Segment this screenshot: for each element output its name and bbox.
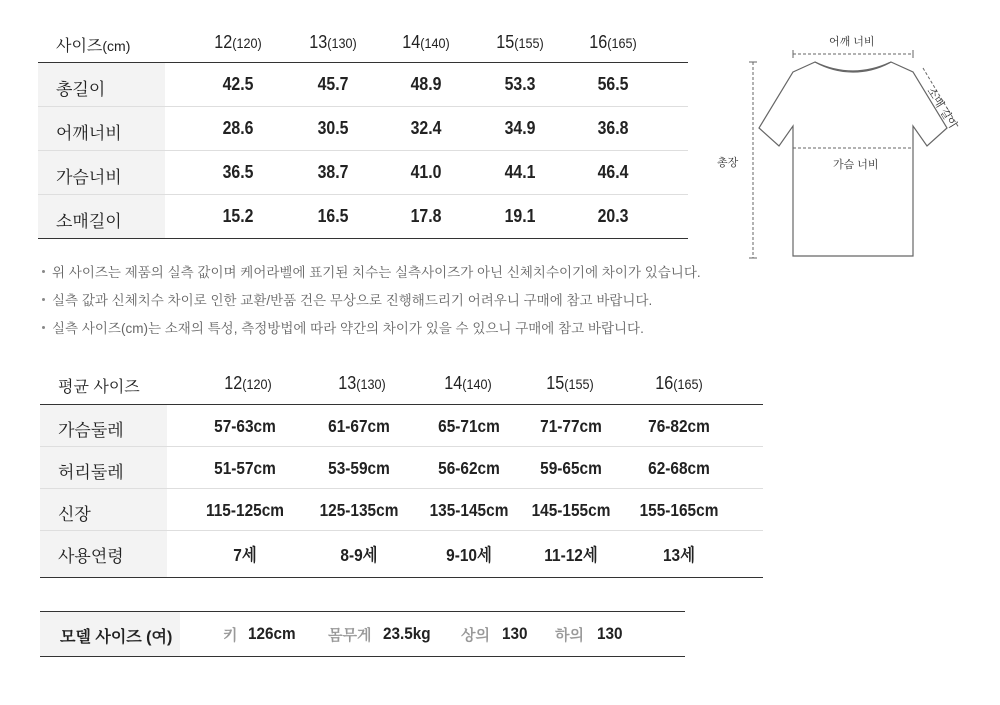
model-height-value: 126cm bbox=[248, 624, 296, 643]
table-cell: 155-165cm bbox=[639, 500, 719, 520]
column-size-16: 16(165) bbox=[655, 373, 703, 393]
shoulder-width-label: 어깨 너비 bbox=[829, 36, 875, 48]
table-cell: 30.5 bbox=[317, 118, 349, 138]
bullet-icon bbox=[42, 326, 45, 329]
row-label: 어깨너비 bbox=[38, 107, 165, 150]
table-cell: 28.6 bbox=[222, 118, 254, 138]
measured-header-label bbox=[56, 33, 130, 56]
table-cell: 125-135cm bbox=[319, 500, 399, 520]
sleeve-length-label: 소매 길이 bbox=[924, 85, 959, 131]
model-bottom-key: 하의 bbox=[555, 627, 584, 644]
table-cell: 20.3 bbox=[597, 206, 629, 226]
column-size-12: 12(120) bbox=[224, 373, 272, 393]
table-cell: 9-10세 bbox=[446, 545, 492, 565]
table-cell: 135-145cm bbox=[429, 500, 509, 520]
table-cell: 57-63cm bbox=[214, 416, 276, 436]
table-row bbox=[40, 447, 763, 489]
model-top-value: 130 bbox=[502, 624, 528, 643]
table-row bbox=[38, 63, 688, 107]
bullet-icon bbox=[42, 298, 45, 301]
row-label: 사용연령 bbox=[40, 531, 167, 577]
note-item: 실측 값과 신체치수 차이로 인한 교환/반품 건은 무상으로 진행해드리기 어려우니 구매에 참고 바랍니다. bbox=[40, 290, 701, 318]
table-cell: 62-68cm bbox=[648, 458, 710, 478]
bullet-icon bbox=[42, 270, 45, 273]
table-cell: 115-125cm bbox=[206, 500, 284, 520]
row-label: 신장 bbox=[40, 489, 167, 530]
column-size-14: 14(140) bbox=[444, 373, 492, 393]
table-cell: 145-155cm bbox=[531, 500, 611, 520]
model-height-key: 키 bbox=[223, 627, 238, 644]
table-cell: 36.8 bbox=[597, 118, 629, 138]
table-cell: 61-67cm bbox=[328, 416, 390, 436]
table-row bbox=[38, 195, 688, 239]
note-item: 위 사이즈는 제품의 실측 값이며 케어라벨에 표기된 치수는 실측사이즈가 아닌 신체치수이기에 차이가 있습니다. bbox=[40, 262, 701, 290]
model-weight-key: 몸무게 bbox=[328, 627, 372, 644]
table-cell: 56.5 bbox=[597, 74, 629, 94]
table-cell: 65-71cm bbox=[438, 416, 500, 436]
table-cell: 17.8 bbox=[410, 206, 442, 226]
note-item: 실측 사이즈(cm)는 소재의 특성, 측정방법에 따라 약간의 차이가 있을 수 있으니 구매에 참고 바랍니다. bbox=[40, 318, 701, 346]
measured-size-table bbox=[38, 20, 688, 239]
table-row bbox=[38, 107, 688, 151]
table-cell: 41.0 bbox=[410, 162, 442, 182]
average-header-label: 평균 사이즈 bbox=[58, 379, 140, 396]
measured-header-text: 사이즈 bbox=[56, 38, 103, 55]
table-cell: 34.9 bbox=[504, 118, 536, 138]
table-cell: 56-62cm bbox=[438, 458, 500, 478]
table-cell: 7세 bbox=[233, 545, 257, 565]
model-top-key: 상의 bbox=[461, 627, 490, 644]
table-cell: 51-57cm bbox=[214, 458, 276, 478]
tshirt-outline-icon bbox=[715, 28, 985, 268]
table-cell: 11-12세 bbox=[544, 545, 598, 565]
table-cell: 71-77cm bbox=[540, 416, 602, 436]
table-cell: 32.4 bbox=[410, 118, 442, 138]
model-size-label: 모델 사이즈 (여) bbox=[40, 612, 180, 656]
column-size-14: 14(140) bbox=[402, 32, 450, 52]
column-size-13: 13(130) bbox=[338, 373, 386, 393]
size-notes bbox=[40, 262, 701, 346]
table-cell: 53.3 bbox=[504, 74, 536, 94]
table-row bbox=[40, 405, 763, 447]
table-cell: 59-65cm bbox=[540, 458, 602, 478]
table-cell: 53-59cm bbox=[328, 458, 390, 478]
row-label: 가슴둘레 bbox=[40, 405, 167, 446]
table-cell: 38.7 bbox=[317, 162, 349, 182]
table-cell: 8-9세 bbox=[340, 545, 378, 565]
table-cell: 45.7 bbox=[317, 74, 349, 94]
table-cell: 36.5 bbox=[222, 162, 254, 182]
row-label: 가슴너비 bbox=[38, 151, 165, 194]
model-size-box bbox=[40, 611, 685, 657]
table-cell: 44.1 bbox=[504, 162, 536, 182]
table-cell: 16.5 bbox=[317, 206, 349, 226]
table-row bbox=[40, 531, 763, 578]
total-length-label: 총장 bbox=[717, 157, 739, 169]
column-size-12: 12(120) bbox=[214, 32, 262, 52]
row-label: 총길이 bbox=[38, 63, 165, 106]
table-cell: 46.4 bbox=[597, 162, 629, 182]
tshirt-diagram bbox=[715, 28, 985, 268]
average-table-header bbox=[40, 364, 763, 405]
row-label: 허리둘레 bbox=[40, 447, 167, 488]
table-cell: 15.2 bbox=[222, 206, 254, 226]
average-size-table bbox=[40, 364, 763, 578]
measured-header-unit: (cm) bbox=[102, 38, 131, 54]
column-size-15: 15(155) bbox=[546, 373, 594, 393]
column-size-13: 13(130) bbox=[309, 32, 357, 52]
chest-width-label: 가슴 너비 bbox=[833, 159, 879, 171]
table-cell: 76-82cm bbox=[648, 416, 710, 436]
row-label: 소매길이 bbox=[38, 195, 165, 238]
table-cell: 13세 bbox=[662, 545, 696, 565]
measured-table-header bbox=[38, 20, 688, 63]
model-bottom-value: 130 bbox=[597, 624, 623, 643]
table-row bbox=[38, 151, 688, 195]
table-cell: 19.1 bbox=[504, 206, 536, 226]
column-size-15: 15(155) bbox=[496, 32, 544, 52]
column-size-16: 16(165) bbox=[589, 32, 637, 52]
table-row bbox=[40, 489, 763, 531]
table-cell: 48.9 bbox=[410, 74, 442, 94]
table-cell: 42.5 bbox=[222, 74, 254, 94]
model-weight-value: 23.5kg bbox=[383, 624, 431, 643]
